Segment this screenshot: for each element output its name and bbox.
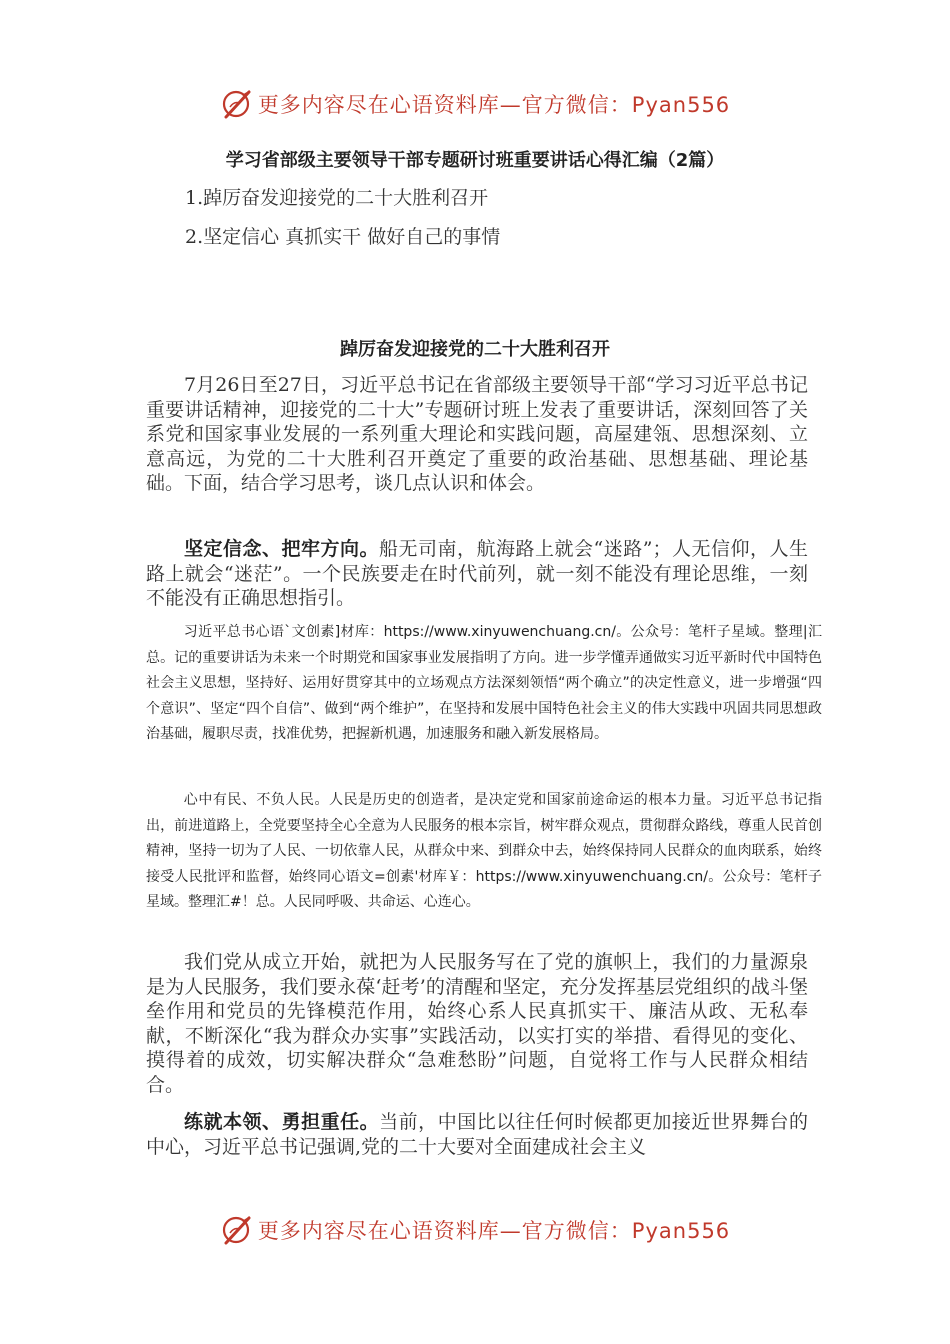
paragraph-body: 当前，中国比以往任何时候都更加接近世界舞台的中心，习近平总书记强调,党的二十大要对全面建成社会主义 <box>146 1111 808 1158</box>
document-title: 学习省部级主要领导干部专题研讨班重要讲话心得汇编（2篇） <box>225 150 725 171</box>
article-title: 踔厉奋发迎接党的二十大胜利召开 <box>340 339 610 360</box>
paragraph-serve-people: 我们党从成立开始，就把为人民服务写在了党的旗帜上，我们的力量源泉是为人民服务，我们要永葆‘赶考’的清醒和坚定，充分发挥基层党组织的战斗堡垒作用和党员的先锋模范作用，始终心系人民真抓实干、廉洁从政、无私奉献，不断深化“我为群众办实事”实践活动，以实打实的举措、看得见的变化、摸得着的成效，切实解决群众“急难愁盼”问题，自觉将工作与人民群众相结合。 <box>146 951 808 1096</box>
paragraph-lead-heading: 坚定信念、把牢方向。 <box>184 538 380 560</box>
paragraph-body: 船无司南，航海路上就会“迷路”；人无信仰，人生路上就会“迷茫”。一个民族要走在时代前列，就一刻不能没有理论思维，一刻不能没有正确思想指引。 <box>146 538 808 610</box>
paragraph-small-2: 心中有民、不负人民。人民是历史的创造者，是决定党和国家前途命运的根本力量。习近平总书记指出，前进道路上，全党要坚持全心全意为人民服务的根本宗旨，树牢群众观点，贯彻群众路线，尊重人民首创精神，坚持一切为了人民、一切依靠人民，从群众中来、到群众中去，始终保持同人民群众的血肉联系，始终接受人民批评和监督，始终同心语文=创素'材库￥：https://www.xinyuwenchuang.cn/。公众号：笔杆子星域。整理汇#！总。人民同呼吸、共命运、心连心。 <box>146 792 822 911</box>
pen-logo-icon <box>220 1213 254 1247</box>
pen-logo-icon <box>220 87 254 121</box>
watermark-banner-bottom <box>0 1210 950 1250</box>
watermark-text: 更多内容尽在心语资料库—官方微信：Pyan556 <box>257 1219 731 1243</box>
paragraph-intro: 7月26日至27日，习近平总书记在省部级主要领导干部“学习习近平总书记重要讲话精神，迎接党的二十大”专题研讨班上发表了重要讲话，深刻回答了关系党和国家事业发展的一系列重大理论和实践问题，高屋建瓴、思想深刻、立意高远，为党的二十大胜利召开奠定了重要的政治基础、思想基础、理论基础。下面，结合学习思考，谈几点认识和体会。 <box>146 374 808 495</box>
paragraph-lead-heading: 练就本领、勇担重任。 <box>184 1111 380 1133</box>
paragraph-small-1: 习近平总书心语`文创素]材库：https://www.xinyuwenchuang.cn/。公众号：笔杆子星域。整理|汇总。记的重要讲话为未来一个时期党和国家事业发展指明了方向。进一步学懂弄通做实习近平新时代中国特色社会主义思想，坚持好、运用好贯穿其中的立场观点方法深刻领悟“两个确立”的决定性意义，进一步增强“四个意识”、坚定“四个自信”、做到“两个维护”，在坚持和发展中国特色社会主义的伟大实践中巩固共同思想政治基础，履职尽责，找准优势，把握新机遇，加速服务和融入新发展格局。 <box>146 624 822 743</box>
paragraph-belief <box>146 537 808 611</box>
toc-item-2: 2.坚定信心 真抓实干 做好自己的事情 <box>185 226 501 248</box>
watermark-banner-top <box>0 84 950 124</box>
paragraph-capability <box>146 1110 808 1159</box>
watermark-text: 更多内容尽在心语资料库—官方微信：Pyan556 <box>257 93 731 117</box>
toc-item-1: 1.踔厉奋发迎接党的二十大胜利召开 <box>185 187 489 209</box>
